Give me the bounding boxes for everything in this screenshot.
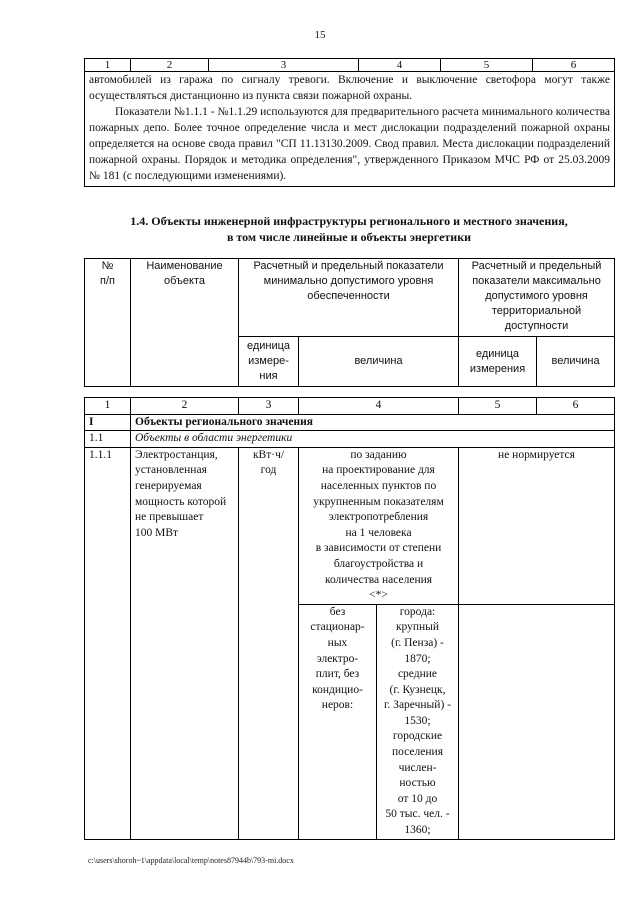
item-unit: кВт·ч/ год xyxy=(239,447,299,839)
column-number: 6 xyxy=(537,398,615,415)
column-number: 2 xyxy=(131,398,239,415)
column-number: 6 xyxy=(533,59,615,72)
section-heading-line: 1.4. Объекты инженерной инфраструктуры регионального и местного значения, xyxy=(130,214,568,228)
header-max-unit: единица измерения xyxy=(459,337,537,387)
header-min: Расчетный и предельный показатели минимально допустимого уровня обеспеченности xyxy=(239,259,459,337)
header-table xyxy=(84,258,615,387)
subsection-label: Объекты в области энергетики xyxy=(131,431,615,448)
column-number: 3 xyxy=(239,398,299,415)
main-table xyxy=(84,397,615,840)
subsection-num: 1.1 xyxy=(85,431,131,448)
column-number: 4 xyxy=(299,398,459,415)
continuation-paragraph: Показатели №1.1.1 - №1.1.29 используются для предварительного расчета минимального количества пожарных депо. Более точное определение числа и мест дислокации подразделений пожарной охраны определяется на основе свода правил "СП 11.13130.2009. Свод правил. Места дислокации подразделений пожарной охраны. Порядок и методика определения", утвержденного Приказом МЧС РФ от 25.03.2009 № 181 (с последующими изменениями). xyxy=(89,106,610,182)
item-name: Электростанция, установленная генерируемая мощность которой не превышает 100 МВт xyxy=(131,447,239,839)
column-number-row xyxy=(85,59,615,72)
section-num: I xyxy=(85,414,131,431)
column-number: 5 xyxy=(441,59,533,72)
footer-file-path: c:\users\shoroh~1\appdata\local\temp\notes87944b\793-mi.docx xyxy=(88,856,294,865)
item-sub-condition: без стационар- ных электро- плит, без кондицио- неров: xyxy=(299,604,377,839)
header-name: Наименование объекта xyxy=(131,259,239,387)
table-row xyxy=(85,447,615,604)
continuation-paragraph: автомобилей из гаража по сигналу тревоги. Включение и выключение светофора могут также осуществляться дистанционно из пункта связи пожарной охраны. xyxy=(89,74,610,102)
column-number: 1 xyxy=(85,398,131,415)
section-heading-line: в том числе линейные и объекты энергетики xyxy=(226,230,472,244)
column-number: 3 xyxy=(209,59,359,72)
item-sub-max-empty xyxy=(459,604,615,839)
column-number: 5 xyxy=(459,398,537,415)
column-number: 1 xyxy=(85,59,131,72)
header-num: № п/п xyxy=(85,259,131,387)
column-number: 4 xyxy=(359,59,441,72)
header-max: Расчетный и предельный показатели максимально допустимого уровня территориальной доступности xyxy=(459,259,615,337)
item-num: 1.1.1 xyxy=(85,447,131,839)
header-max-value: величина xyxy=(537,337,615,387)
column-number-row xyxy=(85,398,615,415)
item-sub-values: города: крупный (г. Пенза) - 1870; средние (г. Кузнецк, г. Заречный) - 1530; городские поселения числен- ностью от 10 до 50 тыс. чел. - 1360; xyxy=(377,604,459,839)
subsection-row xyxy=(85,431,615,448)
page-number: 15 xyxy=(314,29,326,41)
continuation-table xyxy=(84,58,615,187)
item-max-value: не нормируется xyxy=(459,447,615,604)
section-label: Объекты регионального значения xyxy=(131,414,615,431)
section-heading xyxy=(84,213,614,245)
header-min-unit: единица измере- ния xyxy=(239,337,299,387)
section-row xyxy=(85,414,615,431)
column-number: 2 xyxy=(131,59,209,72)
continuation-text-cell xyxy=(85,72,615,187)
header-min-value: величина xyxy=(299,337,459,387)
item-value-main: по заданию на проектирование для населенных пунктов по укрупненным показателям электропотребления на 1 человека в зависимости от степени благоустройства и количества населения <*> xyxy=(299,447,459,604)
